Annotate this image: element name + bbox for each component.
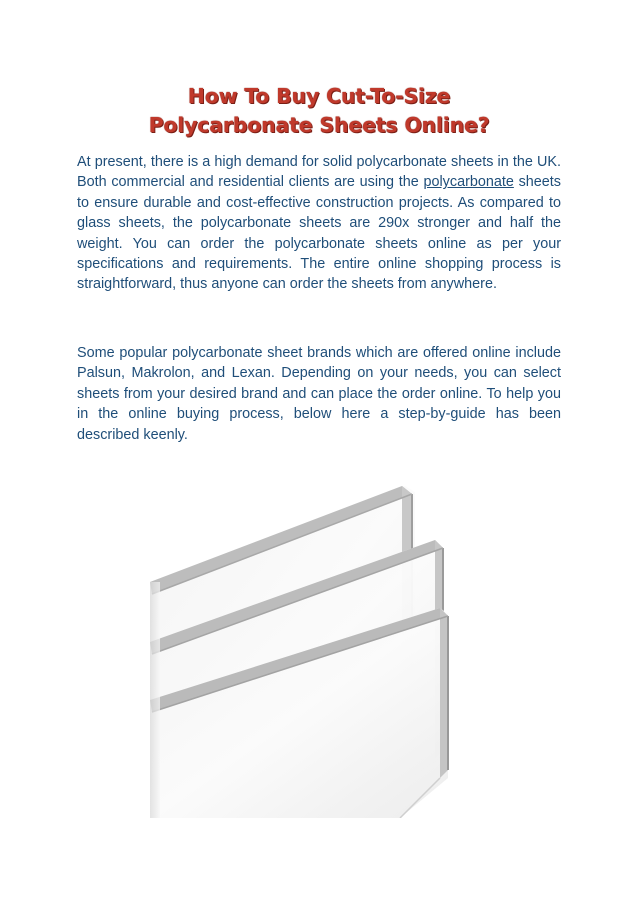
polycarbonate-sheets-image — [150, 478, 460, 818]
intro-text-before-link: At present, there is a high demand for solid polycarbonate sheets in the UK. Both commercial and residential clients are using the — [77, 154, 561, 191]
intro-paragraph — [77, 152, 561, 295]
sheet-edge-shading — [150, 582, 160, 818]
intro-paragraph-text — [77, 152, 561, 295]
brands-paragraph — [77, 343, 561, 445]
polycarbonate-link[interactable]: polycarbonate — [423, 174, 514, 191]
page-title — [0, 82, 638, 140]
brands-paragraph-text: Some popular polycarbonate sheet brands which are offered online include Palsun, Makrolon, and Lexan. Depending on your needs, you can select sheets from your desired brand and can place the order online. To help you in the online buying process, below here a step-by-guide has been described keenly. — [77, 345, 561, 443]
title-line-1: How To Buy Cut-To-Size — [187, 84, 451, 108]
intro-text-after-link: sheets to ensure durable and cost-effective construction projects. As compared to glass sheets, the polycarbonate sheets are 290x stronger and half the weight. You can order the polycarbonate sheets online as per your specifications and requirements. The entire online shopping process is straightforward, thus anyone can order the sheets from anywhere. — [77, 174, 561, 293]
title-line-2: Polycarbonate Sheets Online? — [148, 113, 490, 137]
